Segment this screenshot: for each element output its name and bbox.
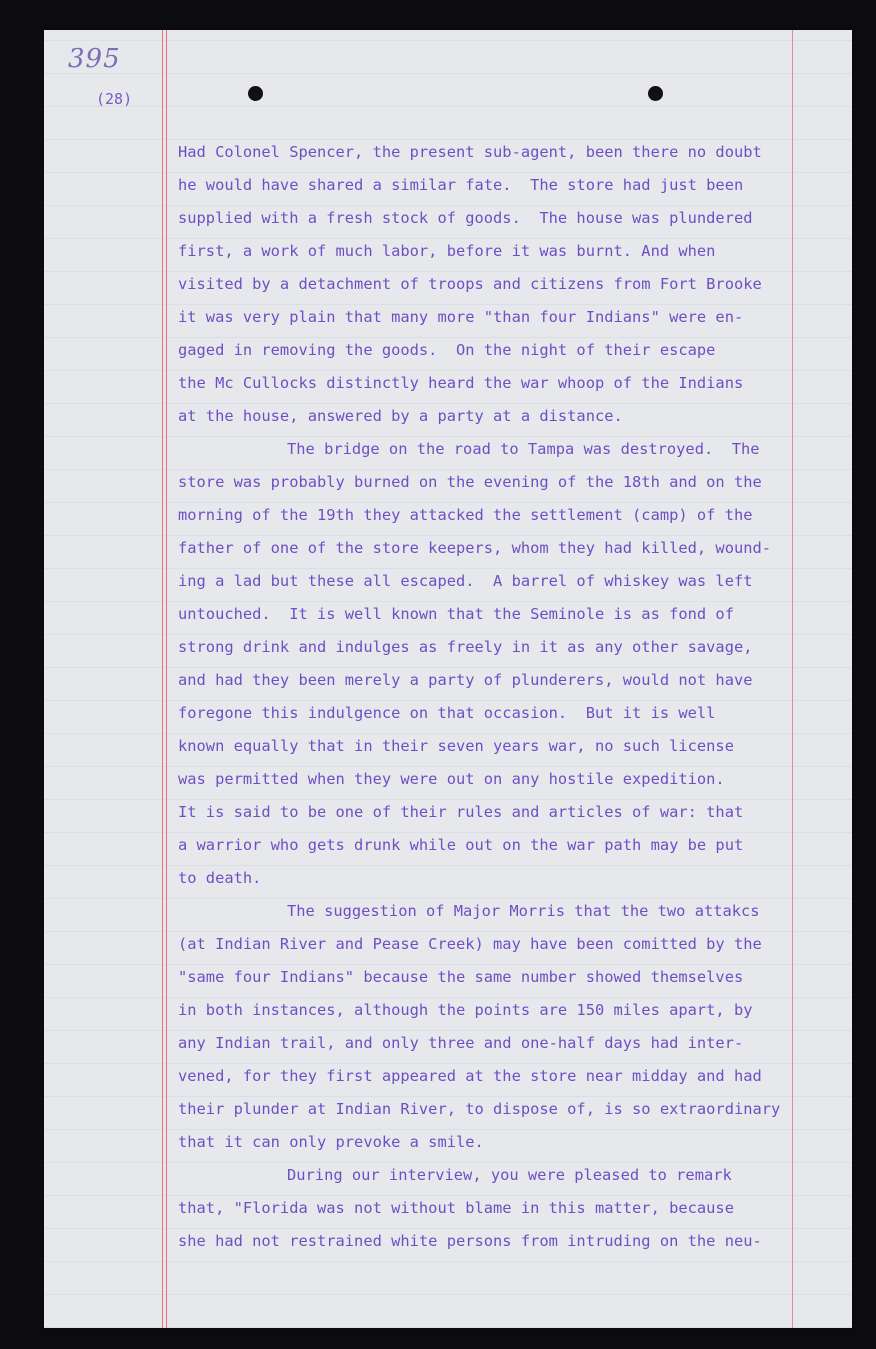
text-line: known equally that in their seven years war, no such license (178, 737, 734, 755)
binder-hole-right (648, 86, 663, 101)
text-line: their plunder at Indian River, to dispose of, is so extraordinary (178, 1100, 781, 1118)
text-line: he would have shared a similar fate. The store had just been (178, 176, 744, 194)
text-line: vened, for they first appeared at the store near midday and had (178, 1067, 762, 1085)
text-line: and had they been merely a party of plunderers, would not have (178, 671, 753, 689)
text-line: first, a work of much labor, before it was burnt. And when (178, 242, 716, 260)
text-line: During our interview, you were pleased to remark (287, 1166, 732, 1184)
page-number: (28) (96, 90, 133, 108)
text-line: at the house, answered by a party at a distance. (178, 407, 623, 425)
letter-body-text (178, 136, 838, 1258)
text-line: was permitted when they were out on any hostile expedition. (178, 770, 725, 788)
text-line: store was probably burned on the evening of the 18th and on the (178, 473, 762, 491)
text-line: any Indian trail, and only three and one-half days had inter- (178, 1034, 744, 1052)
text-line: that, "Florida was not without blame in this matter, because (178, 1199, 734, 1217)
left-margin-rule (162, 30, 163, 1328)
text-line: father of one of the store keepers, whom they had killed, wound- (178, 539, 772, 557)
text-line: It is said to be one of their rules and articles of war: that (178, 803, 744, 821)
text-line: untouched. It is well known that the Seminole is as fond of (178, 605, 734, 623)
text-line: morning of the 19th they attacked the settlement (camp) of the (178, 506, 753, 524)
text-line: visited by a detachment of troops and citizens from Fort Brooke (178, 275, 762, 293)
text-line: she had not restrained white persons from intruding on the neu- (178, 1232, 762, 1250)
text-line: The suggestion of Major Morris that the two attakcs (287, 902, 760, 920)
text-line: ing a lad but these all escaped. A barrel of whiskey was left (178, 572, 753, 590)
text-line: "same four Indians" because the same number showed themselves (178, 968, 744, 986)
text-line: that it can only prevoke a smile. (178, 1133, 484, 1151)
text-line: (at Indian River and Pease Creek) may have been comitted by the (178, 935, 762, 953)
typed-letter-page (44, 30, 852, 1328)
text-line: gaged in removing the goods. On the night of their escape (178, 341, 716, 359)
text-line: foregone this indulgence on that occasion. But it is well (178, 704, 716, 722)
binder-hole-left (248, 86, 263, 101)
text-line: strong drink and indulges as freely in it as any other savage, (178, 638, 753, 656)
text-line: a warrior who gets drunk while out on the war path may be put (178, 836, 744, 854)
text-line: supplied with a fresh stock of goods. The house was plundered (178, 209, 753, 227)
left-margin-rule-inner (166, 30, 167, 1328)
text-line: Had Colonel Spencer, the present sub-agent, been there no doubt (178, 143, 762, 161)
text-line: it was very plain that many more "than four Indians" were en- (178, 308, 744, 326)
text-line: the Mc Cullocks distinctly heard the war whoop of the Indians (178, 374, 744, 392)
text-line: The bridge on the road to Tampa was destroyed. The (287, 440, 760, 458)
text-line: in both instances, although the points are 150 miles apart, by (178, 1001, 753, 1019)
text-line: to death. (178, 869, 262, 887)
handwritten-folio-number: 395 (68, 44, 121, 74)
